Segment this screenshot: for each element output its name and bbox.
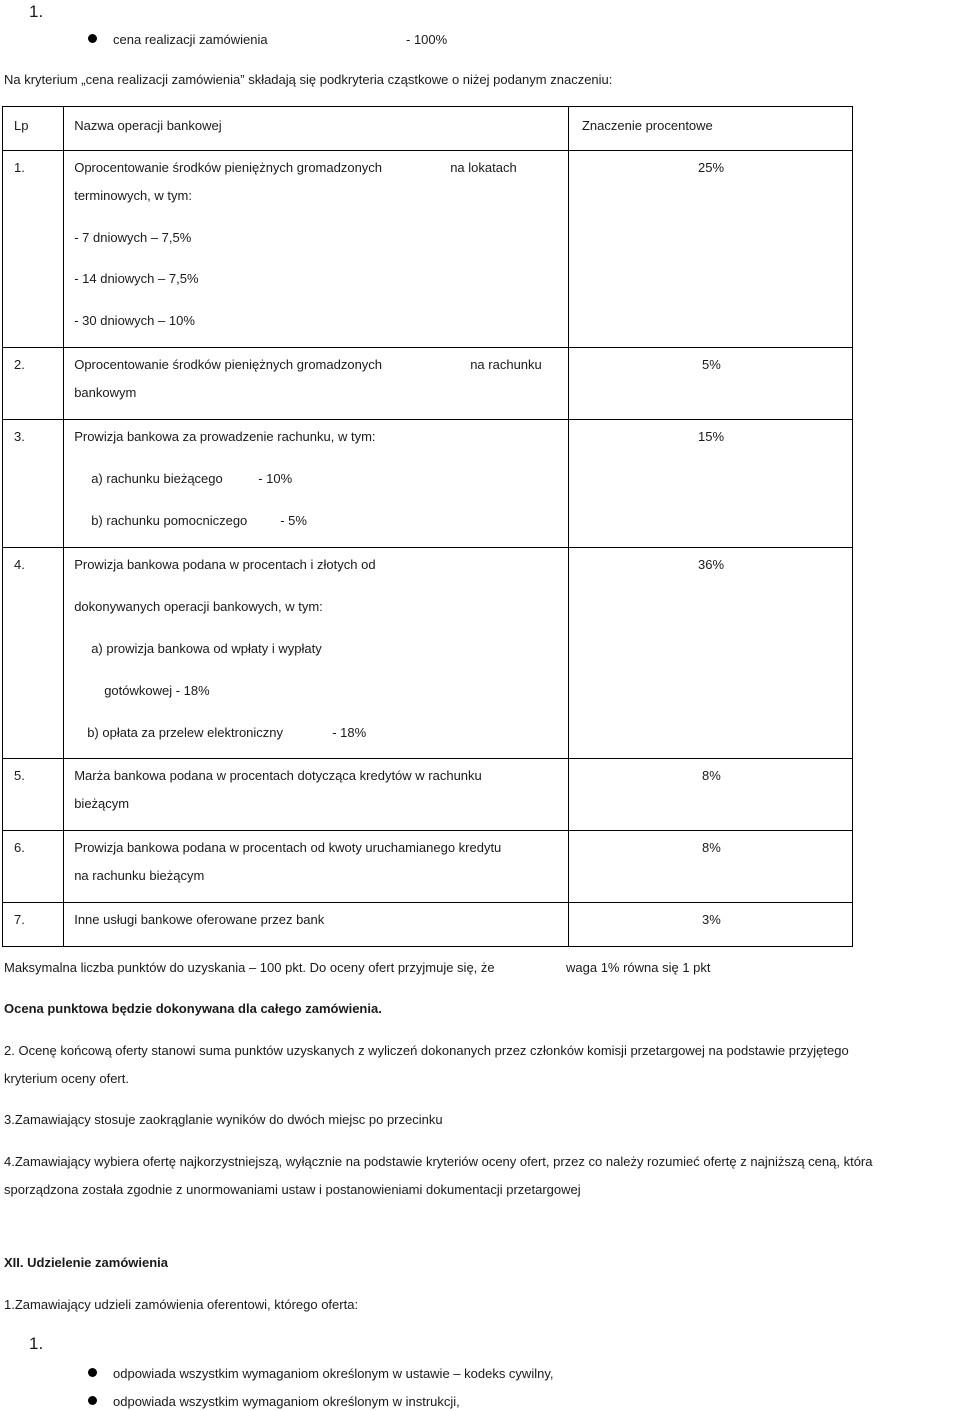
- row-weight: 36%: [697, 557, 725, 572]
- scoring-note: Ocena punktowa będzie dokonywana dla całego zamówienia.: [4, 1001, 382, 1016]
- row-name-line: Marża bankowa podana w procentach dotycząca kredytów w rachunku: [74, 768, 482, 783]
- row-name-line: Prowizja bankowa podana w procentach i złotych od: [74, 557, 376, 572]
- row-name-line: Oprocentowanie środków pieniężnych gromadzonych: [74, 357, 383, 372]
- table-row: [3, 759, 853, 831]
- row-lp: 2.: [14, 357, 25, 372]
- row-name-line: Inne usługi bankowe oferowane przez bank: [74, 912, 325, 927]
- row-name-line: terminowych, w tym:: [74, 188, 192, 203]
- row-lp: 3.: [14, 429, 25, 444]
- list-item: odpowiada wszystkim wymaganiom określonym w instrukcji,: [113, 1394, 460, 1409]
- header-weight: Znaczenie procentowe: [581, 118, 713, 133]
- paragraph-4-line: sporządzona została zgodnie z unormowaniami ustaw i postanowieniami dokumentacji przetargowej: [4, 1182, 581, 1197]
- max-points-text: Maksymalna liczba punktów do uzyskania – 100 pkt. Do oceny ofert przyjmuje się, że: [4, 960, 495, 975]
- list-number: 1.: [29, 1334, 44, 1353]
- paragraph-4-line: 4.Zamawiający wybiera ofertę najkorzystniejszą, wyłącznie na podstawie kryteriów oceny ofert, przez co należy rozumieć ofertę z najniższą ceną, która: [4, 1154, 873, 1169]
- row-name-line: na lokatach: [450, 160, 517, 175]
- criterion-price-label: cena realizacji zamówienia: [113, 32, 268, 47]
- row-name-line: Prowizja bankowa za prowadzenie rachunku, w tym:: [74, 429, 376, 444]
- bullet-icon: [88, 34, 97, 43]
- row-subitem-value: - 18%: [332, 725, 367, 740]
- section-heading-xii: XII. Udzielenie zamówienia: [4, 1255, 168, 1270]
- paragraph-2-line: 2. Ocenę końcową oferty stanowi suma punktów uzyskanych z wyliczeń dokonanych przez członków komisji przetargowej na podstawie przyjętego: [4, 1043, 849, 1058]
- table-row: [3, 348, 853, 420]
- row-subitem: - 14 dniowych – 7,5%: [74, 271, 199, 286]
- table-row: [3, 548, 853, 759]
- row-weight: 8%: [701, 768, 721, 783]
- row-lp: 5.: [14, 768, 25, 783]
- table-row: [3, 903, 853, 947]
- row-subitem: a) prowizja bankowa od wpłaty i wypłaty: [91, 641, 322, 656]
- row-subitem: a) rachunku bieżącego: [91, 471, 223, 486]
- table-row: [3, 831, 853, 903]
- criterion-price-value: - 100%: [406, 32, 448, 47]
- row-subitem: - 30 dniowych – 10%: [74, 313, 195, 328]
- row-weight: 25%: [697, 160, 725, 175]
- list-number: 1.: [29, 2, 44, 21]
- row-weight: 3%: [701, 912, 721, 927]
- row-subitem-value: - 5%: [280, 513, 307, 528]
- paragraph-2-line: kryterium oceny ofert.: [4, 1071, 129, 1086]
- row-name-line: bankowym: [74, 385, 137, 400]
- row-weight: 15%: [697, 429, 725, 444]
- table-row: [3, 151, 853, 348]
- row-subitem: gotówkowej - 18%: [104, 683, 210, 698]
- header-lp: Lp: [14, 118, 29, 133]
- header-name: Nazwa operacji bankowej: [74, 118, 222, 133]
- row-name-line: bieżącym: [74, 796, 130, 811]
- bullet-icon: [88, 1368, 97, 1377]
- row-subitem-value: - 10%: [258, 471, 293, 486]
- row-name-line: na rachunku: [470, 357, 542, 372]
- intro-text: Na kryterium „cena realizacji zamówienia” składają się podkryteria cząstkowe o niżej podanym znaczeniu:: [4, 72, 613, 87]
- row-lp: 6.: [14, 840, 25, 855]
- table-row: [3, 420, 853, 548]
- row-name-line: na rachunku bieżącym: [74, 868, 205, 883]
- bullet-icon: [88, 1396, 97, 1405]
- row-lp: 1.: [14, 160, 25, 175]
- row-subitem: b) opłata za przelew elektroniczny: [87, 725, 284, 740]
- list-item: odpowiada wszystkim wymaganiom określonym w ustawie – kodeks cywilny,: [113, 1366, 554, 1381]
- row-name-line: dokonywanych operacji bankowych, w tym:: [74, 599, 323, 614]
- row-subitem: b) rachunku pomocniczego: [91, 513, 248, 528]
- row-name-line: Oprocentowanie środków pieniężnych gromadzonych: [74, 160, 383, 175]
- section-xii-paragraph: 1.Zamawiający udzieli zamówienia oferentowi, którego oferta:: [4, 1297, 359, 1312]
- criteria-table: [2, 106, 853, 947]
- row-weight: 5%: [701, 357, 721, 372]
- row-lp: 4.: [14, 557, 25, 572]
- max-points-weight: waga 1% równa się 1 pkt: [566, 960, 711, 975]
- paragraph-3: 3.Zamawiający stosuje zaokrąglanie wyników do dwóch miejsc po przecinku: [4, 1112, 443, 1127]
- table-header-row: [3, 107, 853, 151]
- row-lp: 7.: [14, 912, 25, 927]
- row-name-line: Prowizja bankowa podana w procentach od kwoty uruchamianego kredytu: [74, 840, 502, 855]
- row-weight: 8%: [701, 840, 721, 855]
- row-subitem: - 7 dniowych – 7,5%: [74, 230, 192, 245]
